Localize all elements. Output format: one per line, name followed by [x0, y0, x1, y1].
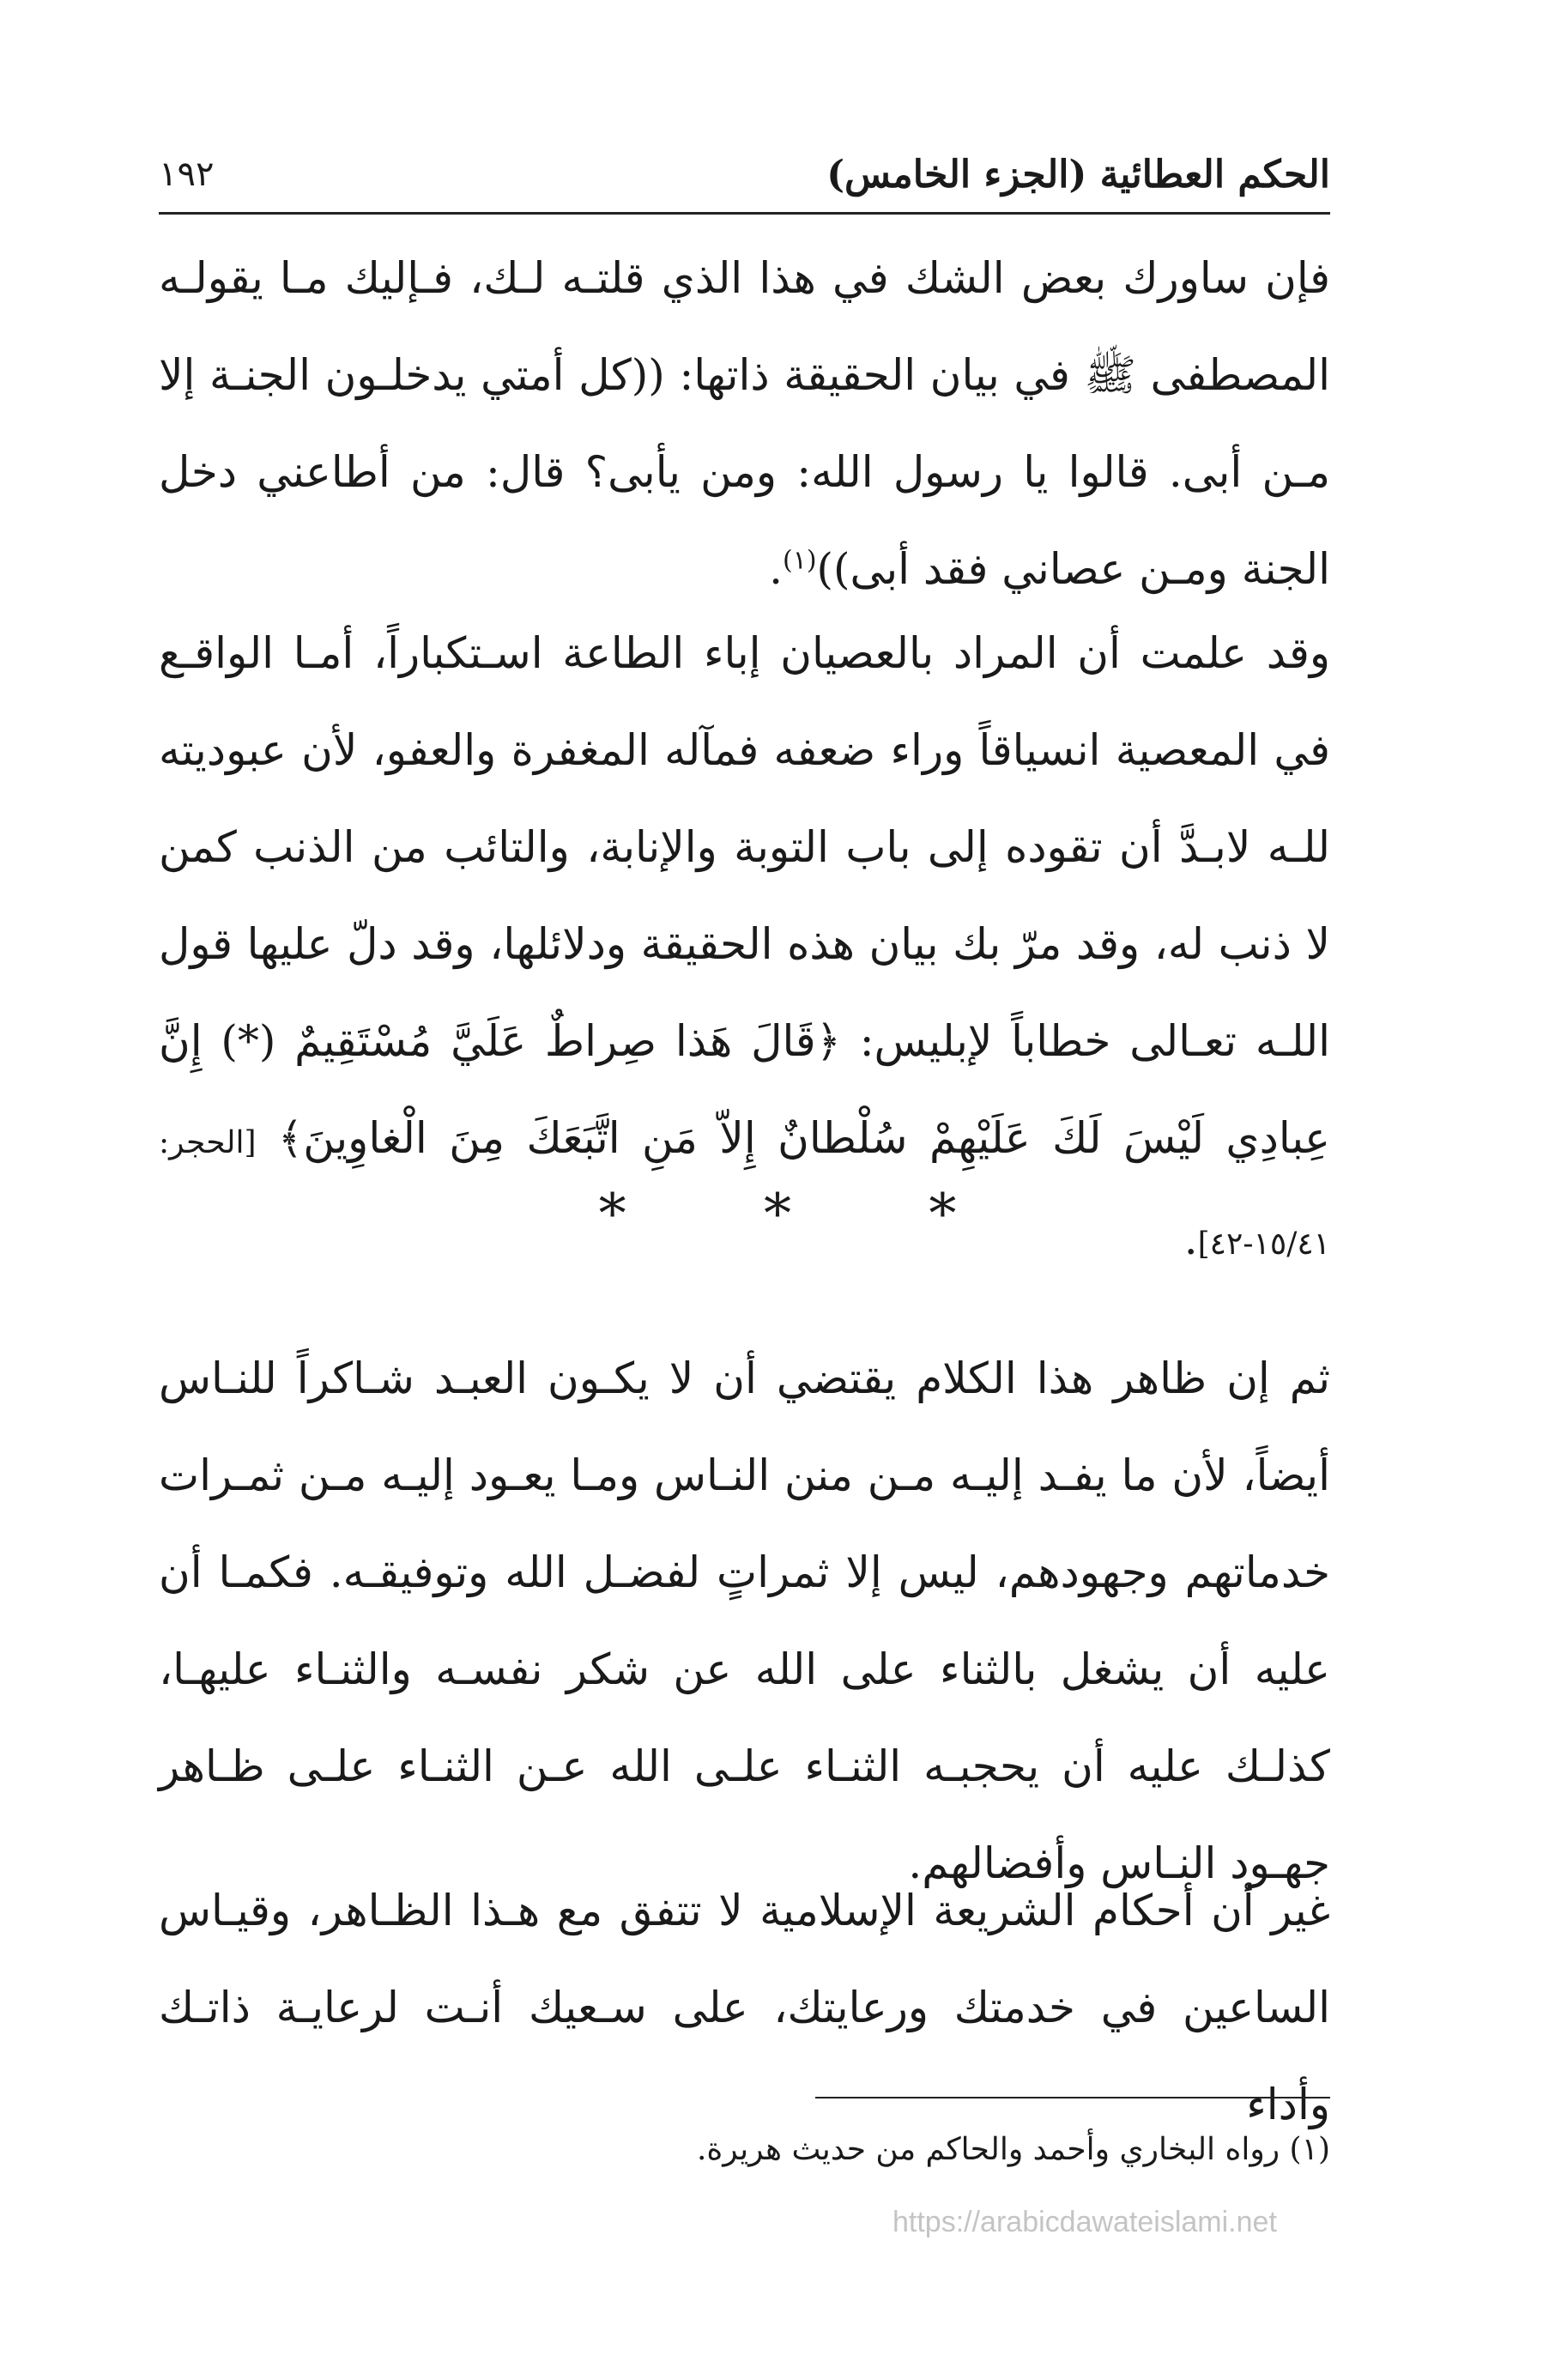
header-divider [159, 212, 1330, 215]
paragraph-4 [159, 1862, 1330, 2153]
watermark-url: https://arabicdawateislami.net [892, 2206, 1277, 2238]
section-separator [0, 1180, 1555, 1249]
paragraph-1-end: . [769, 544, 783, 594]
paragraph-3 [159, 1330, 1330, 1912]
footnote-divider [815, 2097, 1330, 2098]
paragraph-4-text: غير أن أحكام الشريعة الإسلامية لا تتفق مع هـذا الظـاهر، وقيـاس الساعين في خدمتك ورعايتك، على سـعيك أنـت لرعايـة ذاتـك وأداء [159, 1886, 1330, 2129]
paragraph-2-end: . [1183, 1214, 1198, 1264]
paragraph-3-text: ثم إن ظاهر هذا الكلام يقتضي أن لا يكـون العبـد شـاكراً للنـاس أيضاً، لأن ما يفـد إليـه مـن منن النـاس ومـا يعـود إليـه مـن ثمـرات خدماتهم وجهودهم، ليس إلا ثمراتٍ لفضـل الله وتوفيقـه. فكمـا أن عليه أن يشغل بالثناء على الله عن شكر نفسـه والثنـاء عليهـا، كذلـك عليه أن يحجبـه الثنـاء علـى الله عـن الثنـاء علـى ظـاهر جهـود النـاس وأفضالهم. [159, 1354, 1330, 1888]
footnote: (١) رواه البخاري وأحمد والحاكم من حديث هريرة. [696, 2132, 1330, 2167]
paragraph-2-text: وقد علمت أن المراد بالعصيان إباء الطاعة اسـتكباراً، أمـا الواقـع في المعصية انسياقاً وراء ضعفه فمآله المغفرة والعفو، لأن عبوديته للـه لابـدَّ أن تقوده إلى باب التوبة والإنابة، والتائب من الذنب كمن لا ذنب له، وقد مرّ بك بيان هذه الحقيقة ودلائلها، وقد دلّ عليها قول اللـه تعـالى خطاباً لإبليس: ﴿قَالَ هَذا صِراطٌ عَلَيَّ مُسْتَقِيمٌ (*) إِنَّ عِبادِي لَيْسَ لَكَ عَلَيْهِمْ سُلْطانٌ إِلاّ مَنِ اتَّبَعَكَ مِنَ الْغاوِينَ﴾ [159, 628, 1330, 1163]
separator-star: * [929, 1183, 957, 1246]
page-number: ١٩٢ [159, 154, 215, 194]
page-header [159, 146, 1330, 206]
paragraph-1-text: فإن ساورك بعض الشك في هذا الذي قلتـه لـك، فـإليك مـا يقولـه المصطفى ﷺ في بيان الحقيقة ذاتها: ((كل أمتي يدخلـون الجنـة إلا مـن أبى. قالوا يا رسول الله: ومن يأبى؟ قال: من أطاعني دخل الجنة ومـن عصاني فقد أبى)) [159, 253, 1330, 594]
separator-star: * [764, 1183, 791, 1246]
paragraph-1 [159, 230, 1330, 618]
footnote-marker: (١) [782, 545, 817, 576]
running-title: الحكم العطائية (الجزء الخامس) [826, 153, 1330, 197]
quran-reference: [الحجر: ١٥/٤١-٤٢] [159, 1125, 1330, 1262]
separator-star: * [598, 1183, 626, 1246]
